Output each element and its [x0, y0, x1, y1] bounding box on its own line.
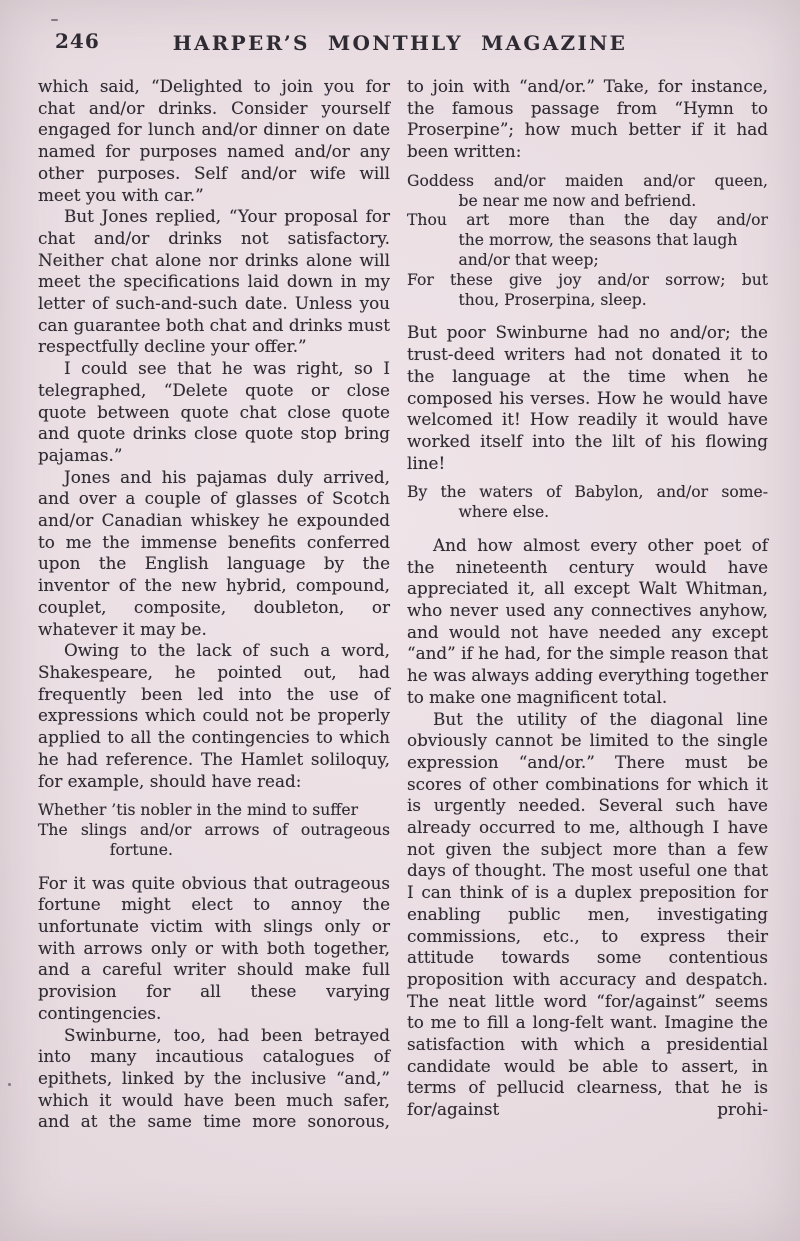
paragraph-whitman: And how almost every other poet of the nineteenth century would have appreciated it, all except Walt Whitman, who never used any connectives anyhow, and would not have needed any except “and” if he had, for the simple reason that he was always adding everything together to make one magnificent total.	[407, 534, 768, 707]
verse-line: The slings and/or arrows of outrageous	[38, 821, 390, 839]
paragraph-jones-reply: But Jones replied, “Your proposal for chat and/or drinks not satisfactory. Neither chat alone nor drinks alone will meet the specifications laid down in my letter of such-and-such date. Unless you can guarantee both chat and drinks must respectfully decline your offer.”	[38, 206, 390, 357]
verse-hamlet	[38, 801, 390, 860]
paragraph-outrageous-fortune: For it was quite obvious that outrageous fortune might elect to annoy the unfortunate victim with slings only or with arrows only or with both together, and a careful writer should make full provision for all these varying contingencies.	[38, 872, 390, 1023]
verse-line: Thou art more than the day and/or	[407, 211, 768, 230]
right-column	[407, 76, 768, 1133]
verse-line: and/or that weep;	[458, 251, 599, 269]
paragraph-hymn-intro: to join with “and/or.” Take, for instance, the famous passage from “Hymn to Proserpine”; how much better if it had been written:	[407, 76, 768, 162]
paragraph-swinburne-catalogues: Swinburne, too, had been betrayed into many incautious catalogues of epithets, linked by the inclusive “and,” which it would have been much safer, and at the same time more sonorous,	[38, 1024, 390, 1132]
left-column	[38, 76, 390, 1133]
verse-babylon	[407, 483, 768, 523]
paragraph-telegraphed: I could see that he was right, so I telegraphed, “Delete quote or close quote between quote chat close quote and quote drinks close quote stop bring pajamas.”	[38, 358, 390, 465]
verse-line: where else.	[458, 503, 550, 522]
verse-proserpine	[407, 172, 768, 311]
verse-line: Goddess and/or maiden and/or queen,	[407, 171, 768, 190]
paragraph-shakespeare: Owing to the lack of such a word, Shakespeare, he pointed out, had frequently been led into the use of expressions which could not be properly applied to all the contingencies to which he had reference. The Hamlet soliloquy, for example, should have read:	[38, 640, 390, 791]
verse-line: be near me now and befriend.	[458, 191, 697, 210]
verse-line: thou, Proserpina, sleep.	[458, 290, 647, 309]
paragraph-telegram-invite: which said, “Delighted to join you for chat and/or drinks. Consider yourself engaged for lunch and/or dinner on date named for purposes named and/or any other purposes. Self and/or wife will meet you with car.”	[38, 76, 390, 205]
verse-line: the morrow, the seasons that laugh	[458, 231, 738, 250]
paragraph-poor-swinburne: But poor Swinburne had no and/or; the trust-deed writers had not donated it to the language at the time when he composed his verses. How he would have welcomed it! How readily it would have worked itself into the lilt of his flowing line!	[407, 322, 768, 473]
verse-line: By the waters of Babylon, and/or some-	[407, 483, 768, 502]
paragraph-diagonal-utility: But the utility of the diagonal line obviously cannot be limited to the single expression “and/or.” There must be scores of other combinations for which it is urgently needed. Several such have already occurred to me, although I have not given the subject more than a few days of thought. The most useful one that I can think of is a duplex preposition for enabling public men, investigating commissions, etc., to express their attitude towards some contentious proposition with accuracy and despatch. The neat little word “for/against” seems to me to fill a long-felt want. Imagine the satisfaction with which a presidential candidate would be able to assert, in terms of pellucid clearness, that he is for/against prohi-	[407, 708, 768, 1120]
text-columns	[0, 76, 800, 1133]
page-header	[0, 0, 800, 59]
verse-line: For these give joy and/or sorrow; but	[407, 270, 768, 289]
verse-line: Whether ’tis nobler in the mind to suffer	[38, 801, 359, 820]
paper-speck	[8, 1083, 11, 1086]
page-number: 246	[55, 29, 100, 53]
paragraph-pajamas-arrived: Jones and his pajamas duly arrived, and over a couple of glasses of Scotch and/or Canadian whiskey he expounded to me the immense benefits conferred upon the English language by the inventor of the new hybrid, compound, couplet, composite, doubleton, or whatever it may be.	[38, 466, 390, 639]
verse-line: fortune.	[109, 840, 173, 859]
magazine-title: HARPER’S MONTHLY MAGAZINE	[172, 31, 628, 55]
